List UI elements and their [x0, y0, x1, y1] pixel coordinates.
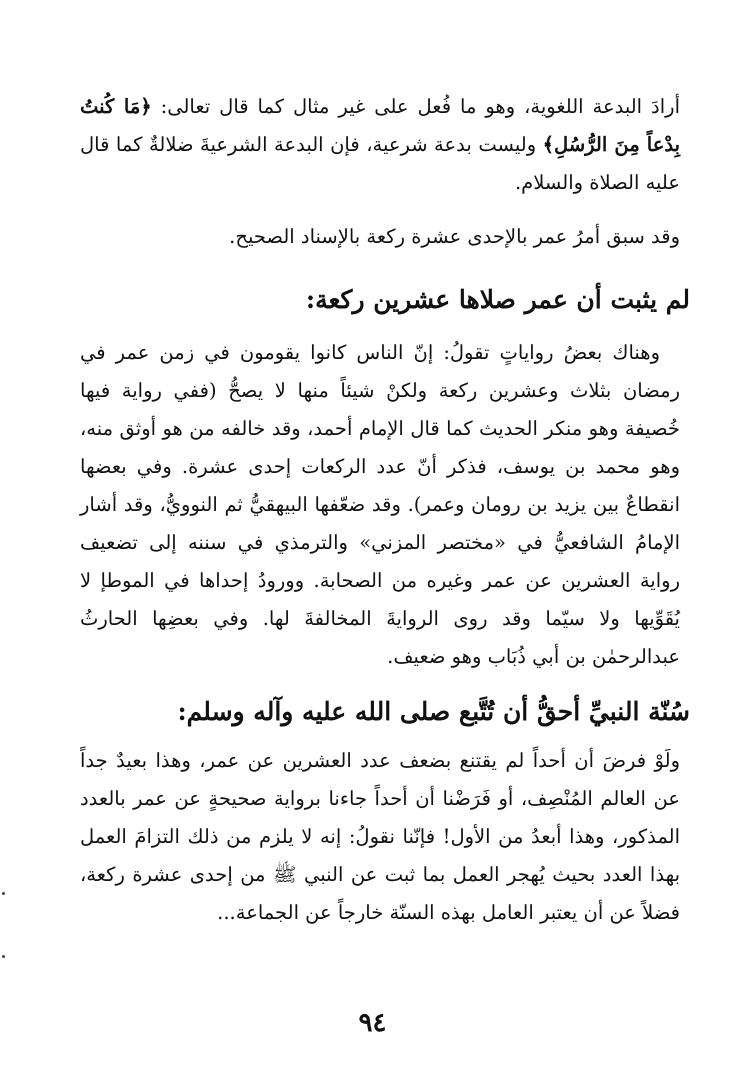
paragraph-narrations: وهناك بعضُ رواياتٍ تقولُ: إنّ الناس كانوا يقومون في زمن عمر في رمضان بثلاث وعشرين ركعة ولكنْ شيئاً منها لا يصحُّ (ففي رواية فيها خُصيفة وهو منكر الحديث كما قال الإمام أحمد، وقد خالفه من هو أوثق منه، وهو محمد بن يوسف، فذكر أنّ عدد الركعات إحدى عشرة. وفي بعضها انقطاعٌ بين يزيد بن رومان وعمر). وقد ضعّفها البيهقيُّ ثم النوويُّ، وقد أشار الإمامُ الشافعيُّ في «مختصر المزني» والترمذي في سننه إلى تضعيف رواية العشرين عن عمر وغيره من الصحابة. وورودُ إحداها في الموطإ لا يُقَوِّيها ولا سيّما وقد روى الروايةَ المخالفةَ لها. وفي بعضِها الحارثُ عبدالرحمٰن بن أبي ذُبَاب وهو ضعيف.	[80, 341, 680, 668]
heading-not-proven: لم يثبت أن عمر صلاها عشرين ركعة:	[305, 285, 690, 314]
paragraph-bidah	[80, 88, 680, 202]
paragraph-conclusion: ولَوْ فرضَ أن أحداً لم يقتنع بضعف عدد العشرين عن عمر، وهذا بعيدٌ جداً عن العالم المُنْصِف، أو فَرَضْنا أن أحداً جاءنا برواية صحيحةٍ عن عمر بالعدد المذكور، وهذا أبعدُ من الأول! فإنّنا نقولُ: إنه لا يلزم من ذلك التزامَ العمل بهذا العدد بحيث يُهجر العمل بما ثبت عن النبي ﷺ من إحدى عشرة ركعة، فضلاً عن أن يعتبر العامل بهذه السنّة خارجاً عن الجماعة...	[80, 749, 680, 924]
page-number: ٩٤	[358, 1008, 387, 1038]
paragraph-bidah-text-a: أرادَ البدعة اللغوية، وهو ما فُعل على غير مثال كما قال تعالى:	[151, 95, 680, 118]
margin-mark	[2, 892, 5, 895]
heading-prophet-sunnah: سُنّة النبيِّ أحقُّ أن تُتَّبع صلى الله عليه وآله وسلم:	[177, 697, 690, 726]
quran-verse: ﴿مَا كُنتُ بِدْعاً مِنَ الرُّسُلِ﴾	[80, 95, 680, 156]
margin-mark	[2, 955, 5, 958]
paragraph-bidah-text-b: وليست بدعة شرعية، فإن البدعة الشرعيةَ ضلالةٌ كما قال عليه الصلاة والسلام.	[80, 133, 680, 194]
paragraph-umar-order: وقد سبق أمرُ عمر بالإحدى عشرة ركعة بالإسناد الصحيح.	[229, 225, 680, 248]
